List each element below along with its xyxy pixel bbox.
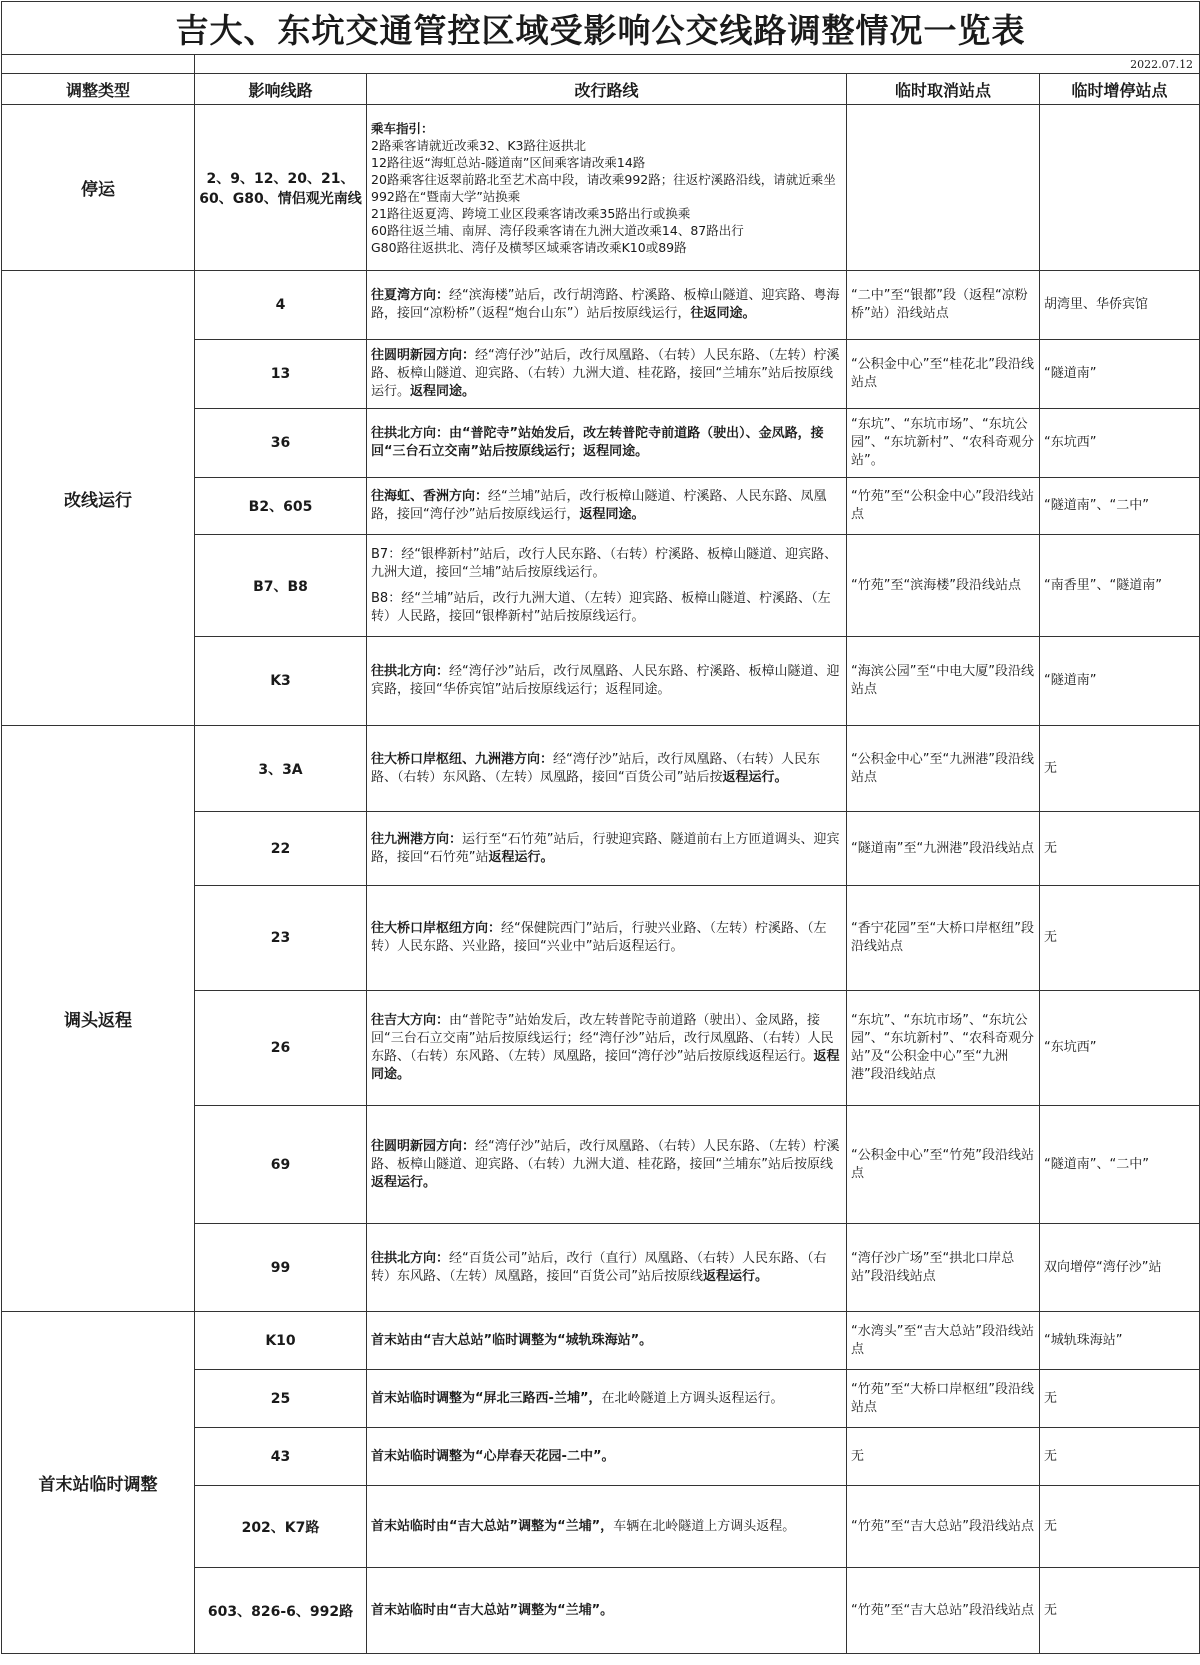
route-cell: 往圆明新园方向：经“湾仔沙”站后，改行凤凰路、（右转）人民东路、（左转）柠溪路、板樟山隧道、迎宾路、（右转）九洲大道、桂花路，接回“兰埔东”站后按原线返程运行。: [367, 1106, 847, 1224]
cancel-cell: “二中”至“银都”段（返程“凉粉桥”站）沿线站点: [847, 271, 1040, 340]
line-cell: 69: [195, 1106, 367, 1224]
route-cell: [367, 535, 847, 637]
line-cell: 43: [195, 1428, 367, 1486]
cancel-cell: “竹苑”至“吉大总站”段沿线站点: [847, 1486, 1040, 1568]
line-cell: 603、826-6、992路: [195, 1568, 367, 1654]
add-cell: “隧道南”、“二中”: [1040, 478, 1200, 535]
add-cell: 双向增停“湾仔沙”站: [1040, 1224, 1200, 1312]
cancel-cell: 无: [847, 1428, 1040, 1486]
line-cell: 4: [195, 271, 367, 340]
table-row: [2, 1312, 1200, 1370]
line-cell: 99: [195, 1224, 367, 1312]
line-cell: 25: [195, 1370, 367, 1428]
table-row: [2, 105, 1200, 271]
line-cell: 2、9、12、20、21、60、G80、情侣观光南线: [195, 105, 367, 271]
cancel-cell: “东坑”、“东坑市场”、“东坑公园”、“东坑新村”、“农科奇观分站”。: [847, 409, 1040, 478]
route-cell: 首末站临时由“吉大总站”调整为“兰埔”，车辆在北岭隧道上方调头返程。: [367, 1486, 847, 1568]
cancel-cell: “竹苑”至“吉大总站”段沿线站点: [847, 1568, 1040, 1654]
add-cell: “东坑西”: [1040, 991, 1200, 1106]
line-cell: B2、605: [195, 478, 367, 535]
page-title: 吉大、东坑交通管控区域受影响公交线路调整情况一览表: [2, 2, 1200, 55]
table-row: [2, 726, 1200, 812]
line-cell: B7、B8: [195, 535, 367, 637]
cancel-cell: “湾仔沙广场”至“拱北口岸总站”段沿线站点: [847, 1224, 1040, 1312]
guide-line: 20路乘客往返翠前路北至艺术高中段，请改乘992路；往返柠溪路沿线，请就近乘坐992路在“暨南大学”站换乘: [371, 171, 836, 204]
route-cell: 往拱北方向：经“百货公司”站后，改行（直行）凤凰路、（右转）人民东路、（右转）东风路、（左转）凤凰路，接回“百货公司”站后按原线返程运行。: [367, 1224, 847, 1312]
add-cell: “隧道南”: [1040, 637, 1200, 726]
cancel-cell: “竹苑”至“公积金中心”段沿线站点: [847, 478, 1040, 535]
route-cell: 首末站临时调整为“心岸春天花园-二中”。: [367, 1428, 847, 1486]
add-cell: 无: [1040, 726, 1200, 812]
route-cell: 往大桥口岸枢纽方向：经“保健院西门”站后，行驶兴业路、（左转）柠溪路、（左转）人民东路、兴业路，接回“兴业中”站后返程运行。: [367, 886, 847, 991]
cancel-cell: “竹苑”至“大桥口岸枢纽”段沿线站点: [847, 1370, 1040, 1428]
line-cell: 36: [195, 409, 367, 478]
date-label: 2022.07.12: [195, 55, 1200, 74]
add-cell: “南香里”、“隧道南”: [1040, 535, 1200, 637]
adjustment-table: [1, 1, 1200, 1654]
route-b8: B8：经“兰埔”站后，改行九洲大道、（左转）迎宾路、板樟山隧道、柠溪路、（左转）人民路，接回“银桦新村”站后按原线运行。: [371, 590, 831, 624]
line-cell: 202、K7路: [195, 1486, 367, 1568]
header-add: 临时增停站点: [1040, 74, 1200, 105]
route-cell: 首末站由“吉大总站”临时调整为“城轨珠海站”。: [367, 1312, 847, 1370]
guide-line: 12路往返“海虹总站-隧道南”区间乘客请改乘14路: [371, 154, 646, 170]
add-cell: “东坑西”: [1040, 409, 1200, 478]
header-lines: 影响线路: [195, 74, 367, 105]
line-cell: K3: [195, 637, 367, 726]
route-cell: 往拱北方向：由“普陀寺”站始发后，改左转普陀寺前道路（驶出）、金凤路，接回“三台石立交南”站后按原线运行；返程同途。: [367, 409, 847, 478]
route-cell: 首末站临时调整为“屏北三路西-兰埔”，在北岭隧道上方调头返程运行。: [367, 1370, 847, 1428]
line-cell: 23: [195, 886, 367, 991]
type-reroute: 改线运行: [2, 271, 195, 726]
route-cell: 往夏湾方向：经“滨海楼”站后，改行胡湾路、柠溪路、板樟山隧道、迎宾路、粤海路，接回“凉粉桥”（返程“炮台山东”）站后按原线运行，往返同途。: [367, 271, 847, 340]
header-type: 调整类型: [2, 74, 195, 105]
add-cell: 无: [1040, 1370, 1200, 1428]
add-cell: 无: [1040, 1486, 1200, 1568]
type-uturn: 调头返程: [2, 726, 195, 1312]
guide-line: 21路往返夏湾、跨境工业区段乘客请改乘35路出行或换乘: [371, 205, 691, 221]
line-cell: K10: [195, 1312, 367, 1370]
route-cell: 往海虹、香洲方向：经“兰埔”站后，改行板樟山隧道、柠溪路、人民东路、凤凰路，接回“湾仔沙”站后按原线运行，返程同途。: [367, 478, 847, 535]
cancel-cell: “东坑”、“东坑市场”、“东坑公园”、“东坑新村”、“农科奇观分站”及“公积金中心”至“九洲港”段沿线站点: [847, 991, 1040, 1106]
type-terminal: 首末站临时调整: [2, 1312, 195, 1654]
header-cancel: 临时取消站点: [847, 74, 1040, 105]
route-guide: [367, 105, 847, 271]
line-cell: 26: [195, 991, 367, 1106]
add-cell: 无: [1040, 1428, 1200, 1486]
guide-line: G80路往返拱北、湾仔及横琴区域乘客请改乘K10或89路: [371, 239, 687, 255]
cancel-cell: “隧道南”至“九洲港”段沿线站点: [847, 812, 1040, 886]
add-cell: “隧道南”: [1040, 340, 1200, 409]
cancel-cell: “水湾头”至“吉大总站”段沿线站点: [847, 1312, 1040, 1370]
cancel-cell: “香宁花园”至“大桥口岸枢纽”段沿线站点: [847, 886, 1040, 991]
route-cell: 往大桥口岸枢纽、九洲港方向：经“湾仔沙”站后，改行凤凰路、（右转）人民东路、（右转）东风路、（左转）凤凰路，接回“百货公司”站后按返程运行。: [367, 726, 847, 812]
add-cell: “隧道南”、“二中”: [1040, 1106, 1200, 1224]
header-route: 改行路线: [367, 74, 847, 105]
route-cell: 往吉大方向：由“普陀寺”站始发后，改左转普陀寺前道路（驶出）、金凤路，接回“三台石立交南”站后按原线运行；经“湾仔沙”站后，改行凤凰路、（右转）人民东路、（右转）东风路、（左转）凤凰路，接回“湾仔沙”站后按原线返程运行。返程同途。: [367, 991, 847, 1106]
line-cell: 3、3A: [195, 726, 367, 812]
cancel-cell: “海滨公园”至“中电大厦”段沿线站点: [847, 637, 1040, 726]
line-cell: 13: [195, 340, 367, 409]
route-b7: B7：经“银桦新村”站后，改行人民东路、（右转）柠溪路、板樟山隧道、迎宾路、九洲大道，接回“兰埔”站后按原线运行。: [371, 546, 838, 580]
cancel-cell: “竹苑”至“滨海楼”段沿线站点: [847, 535, 1040, 637]
guide-line: 2路乘客请就近改乘32、K3路往返拱北: [371, 137, 587, 153]
cancel-cell: “公积金中心”至“桂花北”段沿线站点: [847, 340, 1040, 409]
route-cell: 往拱北方向：经“湾仔沙”站后，改行凤凰路、人民东路、柠溪路、板樟山隧道、迎宾路，接回“华侨宾馆”站后按原线运行；返程同途。: [367, 637, 847, 726]
route-cell: 首末站临时由“吉大总站”调整为“兰埔”。: [367, 1568, 847, 1654]
cancel-cell: “公积金中心”至“竹苑”段沿线站点: [847, 1106, 1040, 1224]
guide-line: 60路往返兰埔、南屏、湾仔段乘客请在九洲大道改乘14、87路出行: [371, 222, 744, 238]
type-suspend: 停运: [2, 105, 195, 271]
cancel-cell: “公积金中心”至“九洲港”段沿线站点: [847, 726, 1040, 812]
table-row: [2, 271, 1200, 340]
route-cell: 往圆明新园方向：经“湾仔沙”站后，改行凤凰路、（右转）人民东路、（左转）柠溪路、板樟山隧道、迎宾路、（右转）九洲大道、桂花路，接回“兰埔东”站后按原线运行。返程同途。: [367, 340, 847, 409]
add-cell: 无: [1040, 886, 1200, 991]
add-cell: 无: [1040, 812, 1200, 886]
add-cell: “城轨珠海站”: [1040, 1312, 1200, 1370]
line-cell: 22: [195, 812, 367, 886]
header-row: [2, 74, 1200, 105]
add-cell: 胡湾里、华侨宾馆: [1040, 271, 1200, 340]
guide-title: 乘车指引：: [371, 120, 434, 136]
add-cell: 无: [1040, 1568, 1200, 1654]
route-cell: 往九洲港方向：运行至“石竹苑”站后，行驶迎宾路、隧道前右上方匝道调头、迎宾路，接回“石竹苑”站返程运行。: [367, 812, 847, 886]
